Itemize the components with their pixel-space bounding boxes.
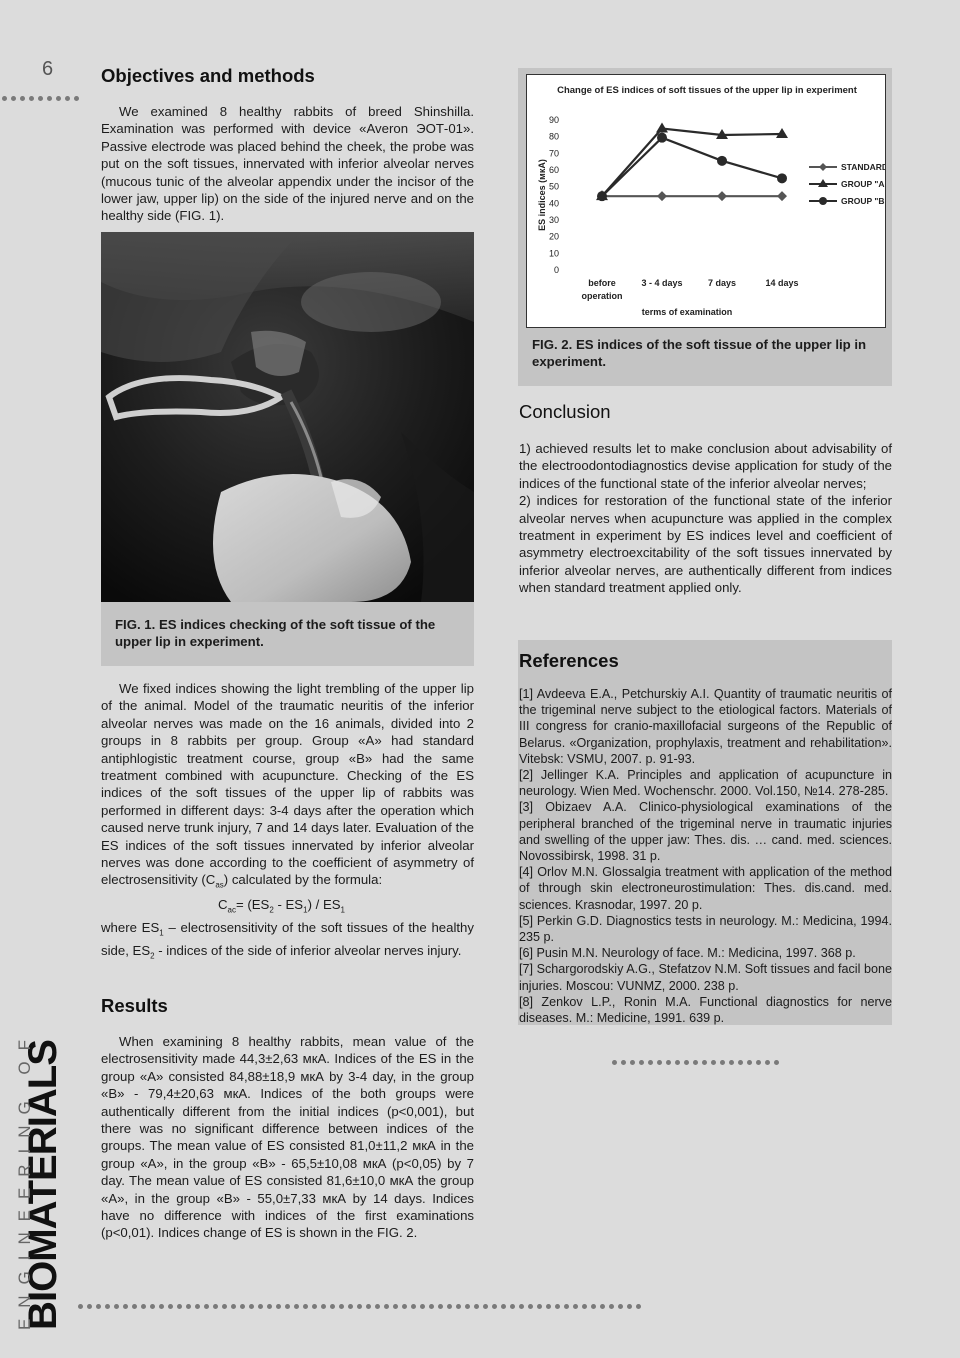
- y-tick-label: 20: [548, 231, 559, 242]
- data-point: [656, 123, 668, 133]
- figure-1-caption-text: FIG. 1. ES indices checking of the soft tissue of the upper lip in experiment.: [115, 617, 436, 649]
- series-line-1: [602, 129, 782, 197]
- figure-1-photo: [101, 232, 474, 602]
- x-tick-label: 3 - 4 days: [641, 278, 683, 288]
- data-point: [777, 191, 787, 201]
- top-dots: [2, 88, 92, 106]
- references-heading: References: [519, 650, 619, 671]
- legend-label: GROUP "A": [841, 179, 885, 189]
- formula-where: where $ES_1$ – electrosensitivity of the soft tissues of the healthy side, $ES_2$ - indices of the side of inferior alveolar nerves injury.: [101, 919, 474, 961]
- legend-marker: [819, 163, 827, 171]
- y-tick-label: 70: [548, 148, 559, 159]
- x-tick-label: 7 days: [707, 278, 737, 288]
- legend-label: GROUP "B": [841, 196, 885, 206]
- figure-2-caption-text: FIG. 2. ES indices of the soft tissue of the upper lip in experiment.: [532, 337, 867, 369]
- y-tick-label: 10: [548, 248, 559, 259]
- x-tick-label: operation: [581, 291, 623, 301]
- data-point: [597, 191, 607, 201]
- logo-bottom-text: BIOMATERIALS: [21, 1040, 65, 1330]
- data-point: [657, 191, 667, 201]
- x-tick-label: 14 days: [765, 278, 799, 288]
- data-point: [717, 156, 727, 166]
- chart-title: Change of ES indices of soft tissues of the upper lip in experiment: [557, 85, 857, 96]
- reference-item: [3] Obizaev A.A. Clinico-physiological examinations of the peripheral branched of the trigeminal nerve in traumatic injuries and swelling of the upper jaw: Thes. dis. … cand. med. sciences. Novossibirsk, 1998. 31 p.: [519, 800, 892, 864]
- figure-1-caption: [101, 602, 474, 666]
- data-point: [657, 133, 667, 143]
- chart-ylabel: ES indices (мкА): [537, 159, 547, 231]
- y-tick-label: 30: [548, 215, 559, 225]
- chart-frame: [526, 74, 886, 328]
- references-list: [519, 686, 892, 1026]
- conclusion-item-1: 1) achieved results let to make conclusion about advisability of the electroodontodiagnostics devise application for study of the indices of the functional state of the inferior alveolar nerves;: [519, 441, 892, 491]
- results-paragraph: [101, 1033, 474, 1242]
- chart-xlabel: terms of examination: [641, 307, 733, 317]
- y-tick-label: 0: [553, 265, 559, 275]
- legend-marker: [819, 197, 827, 205]
- figure-2-caption: [532, 336, 882, 370]
- data-point: [777, 173, 787, 183]
- figure-2-box: [518, 68, 892, 386]
- x-tick-label: before: [588, 278, 616, 288]
- conclusion-item-2: 2) indices for restoration of the functional state of the inferior alveolar nerves when acupuncture was applied in the complex treatment in experiment by ES indices level and coefficient of asymmetry electroexcitability of the soft tissues innervated by inferior alveolar nerves, are authentically different from indices when standard treatment applied only.: [519, 493, 892, 596]
- data-point: [717, 191, 727, 201]
- y-tick-label: 90: [548, 115, 559, 125]
- y-tick-label: 60: [548, 165, 559, 175]
- legend-label: STANDARD: [841, 162, 885, 172]
- biomaterials-logo: [18, 1030, 78, 1330]
- methods-paragraph: [101, 680, 474, 965]
- y-tick-label: 40: [548, 198, 559, 209]
- formula: $C_{ас}= (ES_2 - ES_1) / ES_1$: [218, 896, 345, 915]
- conclusion-heading: Conclusion: [519, 401, 611, 422]
- reference-item: [4] Orlov M.N. Glossalgia treatment with application of the method of through skin electroneurostimulation: Thes. dis.cand. med. sciences. Krasnodar, 1997. 20 p.: [519, 865, 892, 912]
- y-tick-label: 50: [548, 181, 559, 192]
- objectives-text: We examined 8 healthy rabbits of breed Shinshilla. Examination was performed with device «Averon ЭОТ-01». Passive electrode was placed behind the cheek, the probe was put on the soft tissues, innervated with inferior alveolar nerves (mucous tunic of the alveolar appendix under the incisor of the lower jaw, upper lip) on the side of the injured nerve and on the healthy side (FIG. 1).: [101, 104, 474, 224]
- reference-item: [1] Avdeeva E.A., Petchurskiy A.I. Quantity of traumatic neuritis of the trigeminal nerve subject to the etiological factors. Materials of III congress for cranio-maxillofacial surgeons of the Republic of Belarus. «Organization, prophylaxis, treatment and rehabilitation». Vitebsk: VSMU, 2007. p. 91-93.: [519, 687, 892, 766]
- objectives-paragraph: [101, 103, 474, 225]
- reference-item: [5] Perkin G.D. Diagnostics tests in neurology. M.: Medicina, 1994. 235 p.: [519, 913, 892, 945]
- conclusion-list: [519, 440, 892, 597]
- bottom-dots: [78, 1296, 658, 1314]
- methods-text: We fixed indices showing the light trembling of the upper lip of the animal. Model of the traumatic neuritis of the inferior alveolar nerves was made on the 16 animals, divided into 2 groups in 8 rabbits per group. Group «A» had standard antiphlogistic treatment course, group «B» had the same treatment combined with acupuncture. Checking of the ES indices of the soft tissues of the upper lip of rabbits was performed in different days: 3-4 days after the operation which caused nerve trunk injury, 7 and 14 days later. Evaluation of the ES indices of the soft tissues innervated by inferior alveolar nerves was done according to the coefficient of asymmetry of electrosensitivity (C: [101, 681, 474, 888]
- methods-sub-as: as: [215, 881, 224, 891]
- right-dots: [612, 1052, 812, 1070]
- y-tick-label: 80: [548, 131, 559, 142]
- rabbit-photo-illustration: [101, 232, 474, 602]
- results-heading: Results: [101, 995, 168, 1016]
- reference-item: [6] Pusin M.N. Neurology of face. M.: Medicina, 1997. 368 p.: [519, 946, 856, 961]
- reference-item: [2] Jellinger K.A. Principles and application of acupuncture in neurology. Wien Med. Wochenschr. 2000. Vol.150, №14. 278-285.: [519, 768, 892, 799]
- results-text: When examining 8 healthy rabbits, mean value of the electrosensitivity made 44,3±2,63 мкА. Indices of the ES in the group «A» consisted 84,88±18,9 мкА by 3-4 day, in the group «B» - 79,4±20,63 мкА. Indices of the both groups were authentically different from the initial indices (p<0,001), but there was no significant difference between indices of the groups. The mean value of ES consisted 81,0±11,2 мкА in the group «A», in the group «B» - 65,5±10,08 мкА (p<0,05) by 7 day. The mean value of ES consisted 81,6±10,0 мкА the group «A», in the group «B» - 55,0±7,33 мкА by 14 days. Indices have no difference with indices of the first examinations (p<0,01). Indices change of ES is shown in the FIG. 2.: [101, 1034, 474, 1241]
- methods-text-end: ) calculated by the formula:: [223, 872, 383, 888]
- es-indices-chart: [527, 75, 885, 327]
- objectives-heading: Objectives and methods: [101, 65, 315, 86]
- page-number: 6: [42, 58, 54, 80]
- journal-logo: [18, 1030, 78, 1330]
- reference-item: [8] Zenkov L.P., Ronin M.A. Functional diagnostics for nerve diseases. M.: Medicine, 1991. 639 p.: [519, 994, 892, 1026]
- reference-item: [7] Schargorodskiy A.G., Stefatzov N.M. Soft tissues and facil bone injuries. Moscou: VUNMZ, 2000. 238 p.: [519, 962, 892, 993]
